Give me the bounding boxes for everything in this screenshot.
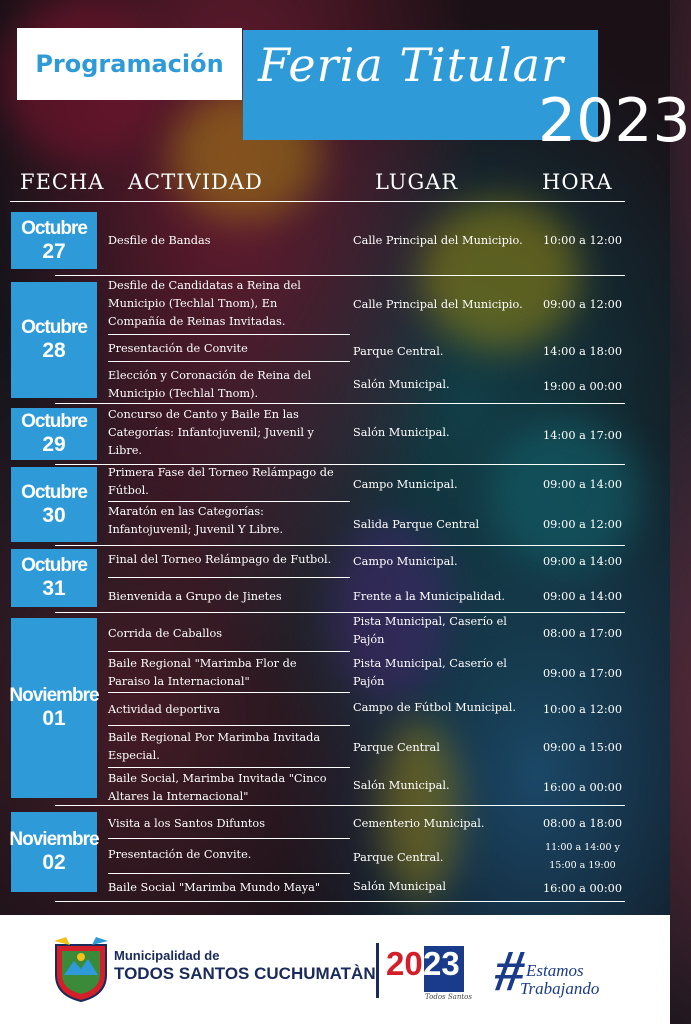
event-hora: 08:00 a 18:00 <box>542 817 623 830</box>
event-lugar: Parque Central <box>353 741 440 754</box>
header-divider <box>10 201 625 202</box>
day-divider <box>55 545 625 546</box>
event-hora: 16:00 a 00:00 <box>542 781 623 794</box>
event-lugar: Pista Municipal, Caserío el Pajón <box>353 615 507 646</box>
event-actividad: Baile Regional Por Marimba Invitada Especial. <box>108 731 321 762</box>
footer-estamos: Estamos <box>526 961 584 980</box>
row-divider <box>108 334 350 335</box>
date-month: Octubre <box>21 411 87 432</box>
event-hora: 09:00 a 14:00 <box>542 555 623 568</box>
date-box-oct27 <box>11 212 97 269</box>
day-divider <box>55 275 625 276</box>
event-hora: 15:00 a 19:00 <box>549 860 616 871</box>
event-lugar: Campo de Fútbol Municipal. <box>353 701 516 714</box>
event-lugar: Salida Parque Central <box>353 518 480 531</box>
event-lugar: Salón Municipal. <box>353 378 450 391</box>
event-lugar: Salón Municipal. <box>353 779 450 792</box>
event-lugar: Calle Principal del Municipio. <box>353 298 523 311</box>
row-divider <box>108 577 350 578</box>
event-hora: 09:00 a 17:00 <box>542 667 623 680</box>
col-hora: HORA <box>542 170 613 194</box>
event-lugar: Cementerio Municipal. <box>353 817 485 830</box>
row-divider <box>108 651 350 652</box>
date-month: Octubre <box>21 481 87 503</box>
footer-municipalidad: Municipalidad de <box>114 948 220 963</box>
date-box-oct31 <box>11 549 97 607</box>
event-lugar: Salón Municipal. <box>353 426 450 439</box>
date-box-nov01 <box>11 618 97 798</box>
event-hora: 08:00 a 17:00 <box>542 627 623 640</box>
footer-todos-santos: Todos Santos <box>425 993 472 1001</box>
col-lugar: LUGAR <box>375 170 459 194</box>
footer-year-20: 20 <box>386 945 423 982</box>
event-actividad: Corrida de Caballos <box>108 627 223 640</box>
event-hora: 09:00 a 14:00 <box>542 478 623 491</box>
event-actividad: Bienvenida a Grupo de Jinetes <box>108 590 282 603</box>
event-lugar: Campo Municipal. <box>353 478 458 491</box>
day-divider <box>55 403 625 404</box>
date-box-oct28 <box>11 282 97 398</box>
row-divider <box>108 767 350 768</box>
event-actividad: Primera Fase del Torneo Relámpago de Fútbol. <box>108 466 334 497</box>
event-actividad: Desfile de Bandas <box>108 234 211 247</box>
event-actividad: Maratón en las Categorías: Infantojuvenil; Juvenil Y Libre. <box>108 505 284 536</box>
row-divider <box>108 873 350 874</box>
event-lugar: Calle Principal del Municipio. <box>353 234 523 247</box>
event-hora: 09:00 a 14:00 <box>542 590 623 603</box>
date-day: 28 <box>42 339 66 362</box>
event-lugar: Parque Central. <box>353 345 444 358</box>
footer-divider <box>376 943 379 998</box>
event-actividad: Desfile de Candidatas a Reina del Municipio (Techlal Tnom), En Compañía de Reinas Invitadas. <box>108 279 301 328</box>
date-day: 02 <box>42 851 66 874</box>
event-hora: 09:00 a 12:00 <box>542 518 623 531</box>
event-lugar: Pista Municipal, Caserío el Pajón <box>353 657 507 688</box>
date-month: Noviembre <box>9 685 99 706</box>
event-actividad: Actividad deportiva <box>108 703 221 716</box>
event-actividad: Final del Torneo Relámpago de Futbol. <box>108 553 332 566</box>
event-hora: 14:00 a 17:00 <box>542 429 623 442</box>
col-fecha: FECHA <box>20 170 105 194</box>
date-day: 30 <box>42 503 66 527</box>
event-hora: 11:00 a 14:00 y <box>545 842 620 853</box>
footer-nombre: TODOS SANTOS CUCHUMATÀN <box>114 964 376 983</box>
day-divider <box>55 805 625 806</box>
date-box-oct30 <box>11 467 97 542</box>
event-actividad: Baile Social, Marimba Invitada "Cinco Altares la Internacional" <box>108 772 327 803</box>
event-actividad: Elección y Coronación de Reina del Municipio (Techlal Tnom). <box>108 369 312 400</box>
date-day: 01 <box>42 707 66 730</box>
event-hora: 10:00 a 12:00 <box>542 703 623 716</box>
date-month: Octubre <box>21 555 87 576</box>
event-lugar: Campo Municipal. <box>353 555 458 568</box>
row-divider <box>108 361 350 362</box>
event-lugar: Frente a la Municipalidad. <box>353 590 505 603</box>
event-hora: 16:00 a 00:00 <box>542 882 623 895</box>
event-hora: 14:00 a 18:00 <box>542 345 623 358</box>
event-actividad: Concurso de Canto y Baile En las Categorías: Infantojuvenil; Juvenil y Libre. <box>108 408 314 457</box>
programacion-label: Programación <box>35 50 224 78</box>
year-label: 2023 <box>538 86 691 156</box>
event-actividad: Presentación de Convite <box>108 342 248 355</box>
date-day: 31 <box>42 577 66 600</box>
row-divider <box>108 692 350 693</box>
day-divider <box>55 612 625 613</box>
day-divider <box>55 901 625 902</box>
date-month: Octubre <box>21 217 87 239</box>
event-actividad: Baile Regional "Marimba Flor de Paraiso la Internacional" <box>108 657 297 688</box>
date-day: 29 <box>42 433 66 456</box>
footer-trabajando: Trabajando <box>520 979 600 998</box>
event-actividad: Presentación de Convite. <box>108 848 252 861</box>
date-box-nov02 <box>11 812 97 892</box>
event-hora: 10:00 a 12:00 <box>542 234 623 247</box>
event-lugar: Parque Central. <box>353 851 444 864</box>
footer-year-23: 23 <box>423 945 460 982</box>
row-divider <box>108 501 350 502</box>
programacion-box <box>17 28 242 100</box>
event-hora: 09:00 a 15:00 <box>542 741 623 754</box>
date-box-oct29 <box>11 408 97 460</box>
event-lugar: Salón Municipal <box>353 880 447 893</box>
row-divider <box>108 838 350 839</box>
event-hora: 09:00 a 12:00 <box>542 298 623 311</box>
date-month: Noviembre <box>9 829 99 850</box>
col-actividad: ACTIVIDAD <box>128 170 263 194</box>
municipal-crest-icon <box>50 935 112 1003</box>
event-actividad: Baile Social "Marimba Mundo Maya" <box>108 881 321 894</box>
event-hora: 19:00 a 00:00 <box>542 380 623 393</box>
date-day: 27 <box>42 239 66 263</box>
row-divider <box>108 725 350 726</box>
feria-title: Feria Titular <box>258 38 565 92</box>
event-actividad: Visita a los Santos Difuntos <box>108 817 265 830</box>
date-month: Octubre <box>21 317 87 338</box>
hashtag-icon: # <box>495 938 524 1003</box>
